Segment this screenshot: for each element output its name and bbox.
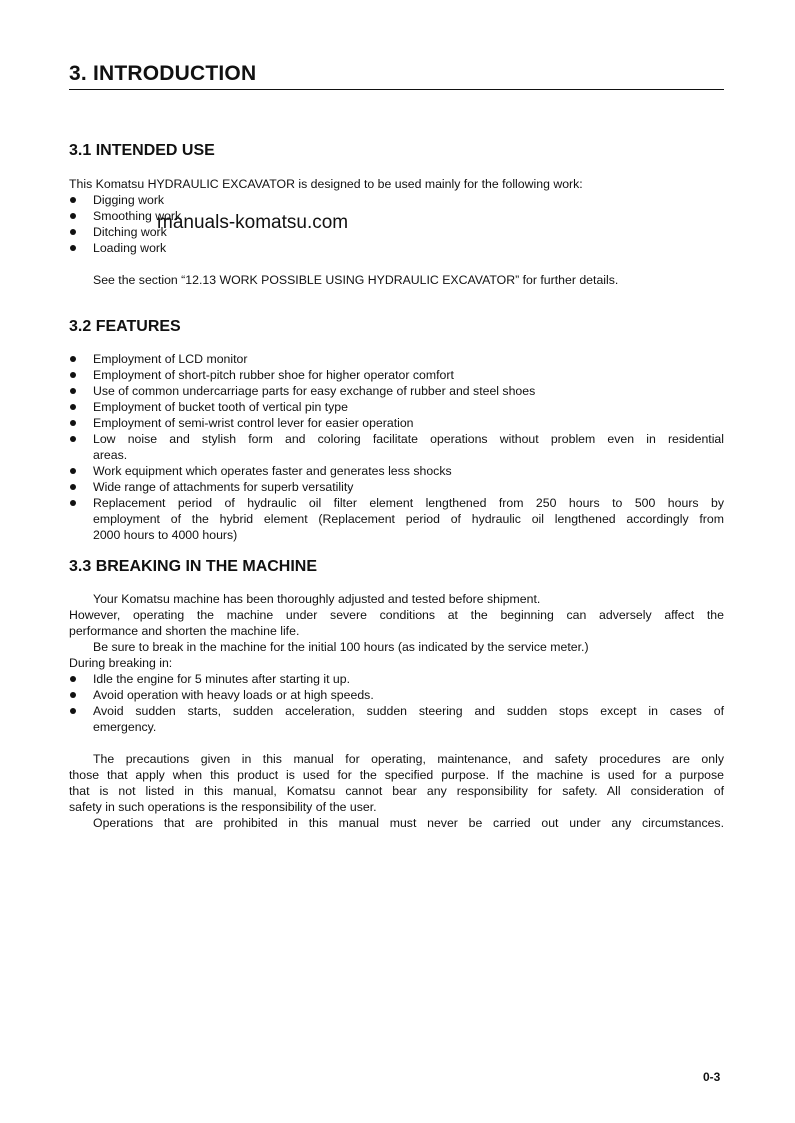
paragraph-line: Be sure to break in the machine for the initial 100 hours (as indicated by the service meter.) [93, 640, 589, 654]
list-item: Use of common undercarriage parts for easy exchange of rubber and steel shoes [93, 384, 536, 398]
breaking-in-body [69, 591, 724, 831]
paragraph-line: However, operating the machine under severe conditions at the beginning can adversely affect the [69, 608, 724, 622]
list-item: Low noise and stylish form and coloring facilitate operations without problem even in residential [93, 432, 724, 446]
list-item: Digging work [93, 193, 165, 207]
paragraph-line: safety in such operations is the responsibility of the user. [69, 800, 377, 814]
paragraph-line: performance and shorten the machine life. [69, 624, 300, 638]
features-list [69, 351, 724, 543]
page-number: 0-3 [703, 1070, 721, 1084]
paragraph-line: During breaking in: [69, 656, 173, 670]
list-item-continuation: emergency. [93, 720, 157, 734]
intended-use-intro: This Komatsu HYDRAULIC EXCAVATOR is designed to be used mainly for the following work: [69, 177, 583, 191]
paragraph-line: The precautions given in this manual for operating, maintenance, and safety procedures are only [93, 752, 724, 766]
list-item: Ditching work [93, 225, 167, 239]
section-title-intended-use: 3.1 INTENDED USE [69, 142, 215, 159]
list-item-continuation: employment of the hybrid element (Replacement period of hydraulic oil lengthened accordingly from [93, 512, 724, 526]
paragraph-line: Your Komatsu machine has been thoroughly adjusted and tested before shipment. [93, 592, 541, 606]
list-item-continuation: areas. [93, 448, 128, 462]
list-item: Smoothing work [93, 209, 182, 223]
list-item: Wide range of attachments for superb versatility [93, 480, 354, 494]
watermark: manuals-komatsu.com [157, 212, 349, 233]
chapter-title: 3. INTRODUCTION [69, 62, 724, 90]
list-item: Avoid sudden starts, sudden acceleration, sudden steering and sudden stops except in cases of [93, 704, 724, 718]
list-item: Employment of bucket tooth of vertical pin type [93, 400, 348, 414]
paragraph-line: those that apply when this product is used for the specified purpose. If the machine is used for a purpose [69, 768, 724, 782]
list-item: Work equipment which operates faster and generates less shocks [93, 464, 452, 478]
list-item: Employment of semi-wrist control lever for easier operation [93, 416, 414, 430]
paragraph-line: Operations that are prohibited in this manual must never be carried out under any circumstances. [93, 816, 724, 830]
list-item: Employment of LCD monitor [93, 352, 248, 366]
list-item: Avoid operation with heavy loads or at high speeds. [93, 688, 374, 702]
section-title-features: 3.2 FEATURES [69, 318, 181, 335]
list-item: Loading work [93, 241, 167, 255]
list-item: Replacement period of hydraulic oil filter element lengthened from 250 hours to 500 hours by [93, 496, 724, 510]
paragraph-line: that is not listed in this manual, Komatsu cannot bear any responsibility for safety. All consideration of [69, 784, 724, 798]
section-title-breaking-in: 3.3 BREAKING IN THE MACHINE [69, 558, 318, 575]
list-item: Employment of short-pitch rubber shoe for higher operator comfort [93, 368, 454, 382]
list-item-continuation: 2000 hours to 4000 hours) [93, 528, 238, 542]
list-item: Idle the engine for 5 minutes after starting it up. [93, 672, 351, 686]
intended-use-note: See the section “12.13 WORK POSSIBLE USING HYDRAULIC EXCAVATOR” for further details. [93, 273, 619, 287]
